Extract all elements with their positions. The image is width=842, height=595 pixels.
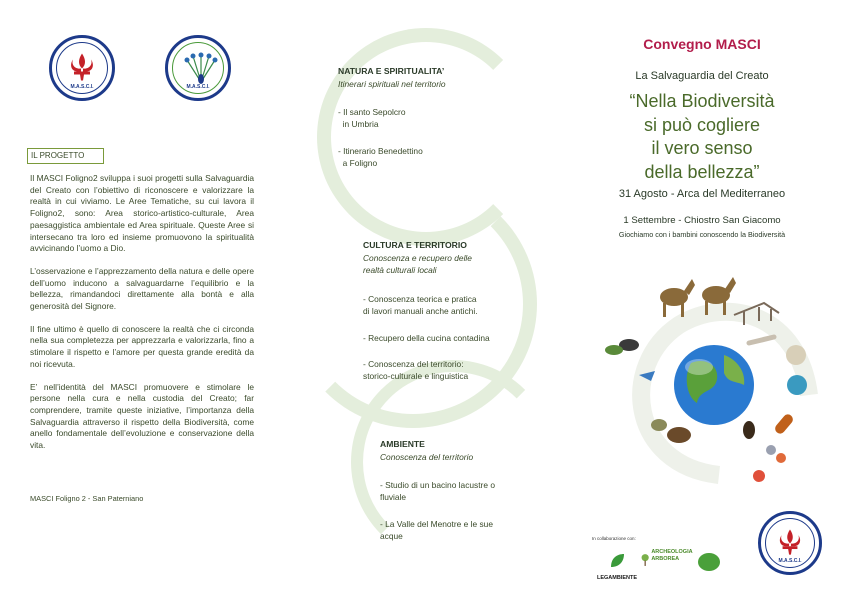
kids-activity: Giochiamo con i bambini conoscendo la Biodiversità [618,230,786,239]
foligno-logo [165,35,231,101]
section-item: - La Valle del Menotre e le sue acque [380,519,493,541]
cells-icon [786,345,806,365]
biodiversity-illustration [599,255,829,505]
masci-logo-caption: M.A.S.C.I. [778,558,802,564]
foligno-logo-caption: M.A.S.C.I. [186,84,210,90]
collaboration-label: In collaborazione con: [592,536,636,541]
section-item: - Conoscenza teorica e pratica di lavori manuali anche antichi. [363,294,478,316]
progetto-paragraph: Il fine ultimo è quello di conoscere la realtà che ci circonda nella sua completezza per apprezzarla e valorizzarla, fino a stimolare il rispetto e l’amore per questa grande eredità da noi ricevuta. [30,323,254,369]
quote-headline: “Nella Biodiversità si può cogliere il vero senso della bellezza” [629,91,775,182]
capsule-icon [773,412,795,435]
section-heading: CULTURA E TERRITORIO [363,240,467,250]
section-subtitle: Conoscenza e recupero delle realtà culturali locali [363,253,472,275]
cell-sphere-icon [787,375,807,395]
archeologia-arborea-label: ARCHEOLOGIA ARBOREA [651,549,693,562]
masci-logo-small [758,511,822,575]
peacock-icon [181,52,221,86]
middle-panel [281,0,561,595]
progetto-paragraph: L’osservazione e l’apprezzamento della natura e delle opere dell’uomo inducono a salvaguardarne l’equilibrio e la bellezza, rimandandoci direttamente alla bontà e alla generosità del Signore. [30,265,254,312]
signature: MASCI Foligno 2 - San Paterniano [30,494,144,503]
section-item: - Itinerario Benedettino a Foligno [338,146,423,168]
progetto-title: IL PROGETTO [27,148,104,164]
legambiente-logo [596,552,638,581]
left-panel [0,0,280,595]
regional-park-logo [698,553,720,571]
archeologia-arborea-logo [641,549,693,571]
progetto-body [30,173,254,463]
section-heading: NATURA E SPIRITUALITA’ [338,66,445,76]
convegno-title: Convegno MASCI [643,36,761,52]
legambiente-label: LEGAMBIENTE [596,575,638,581]
legambiente-leaf-icon [608,552,626,570]
masci-logo-caption: M.A.S.C.I. [70,84,94,90]
event-date-1: 31 Agosto - Arca del Mediterraneo [618,188,786,200]
section-item: - Studio di un bacino lacustre o fluviale [380,480,495,502]
bone-icon [749,337,774,343]
section-item: - Recupero della cucina contadina [363,333,490,343]
earth-globe-icon [674,345,754,425]
right-panel [562,0,842,595]
section-subtitle: Conoscenza del territorio [380,452,474,462]
section-subtitle: Itinerari spirituali nel territorio [338,79,446,89]
section-heading: AMBIENTE [380,439,425,449]
event-date-2: 1 Settembre - Chiostro San Giacomo [623,215,781,226]
masci-logo [49,35,115,101]
fleur-de-lis-icon [68,52,96,82]
progetto-paragraph: Il MASCI Foligno2 sviluppa i suoi progetti sulla Salvaguardia del Creato con l’obiettivo di riconoscere e valorizzare la realtà in cui viviamo. Le Aree Tematiche, su cui lavora il Foligno2, sono: Area storico-artistico-culturale, Area paesaggistica ambientale ed Area spirituale. Queste Aree si intersecano tra loro ed insieme promuovono la spiritualità avvicinando l’uomo a Dio. [30,173,254,254]
salvaguardia-subtitle: La Salvaguardia del Creato [635,70,769,82]
tree-icon [641,549,649,571]
progetto-paragraph: E’ nell’identità del MASCI promuovere e stimolare le persone nella cura e nella custodia del Creato; far comprendere, tramite queste iniziative, l’importanza della Salvaguardia attraverso il rispetto della Biodiversità, come anello fondamentale dell’evoluzione e conservazione della vita. [30,381,254,451]
section-item: - Conoscenza del territorio: storico-culturale e linguistica [363,359,469,381]
molecule-icon [753,445,786,482]
fleur-de-lis-icon [777,528,803,556]
section-item: - Il santo Sepolcro in Umbria [338,107,406,129]
